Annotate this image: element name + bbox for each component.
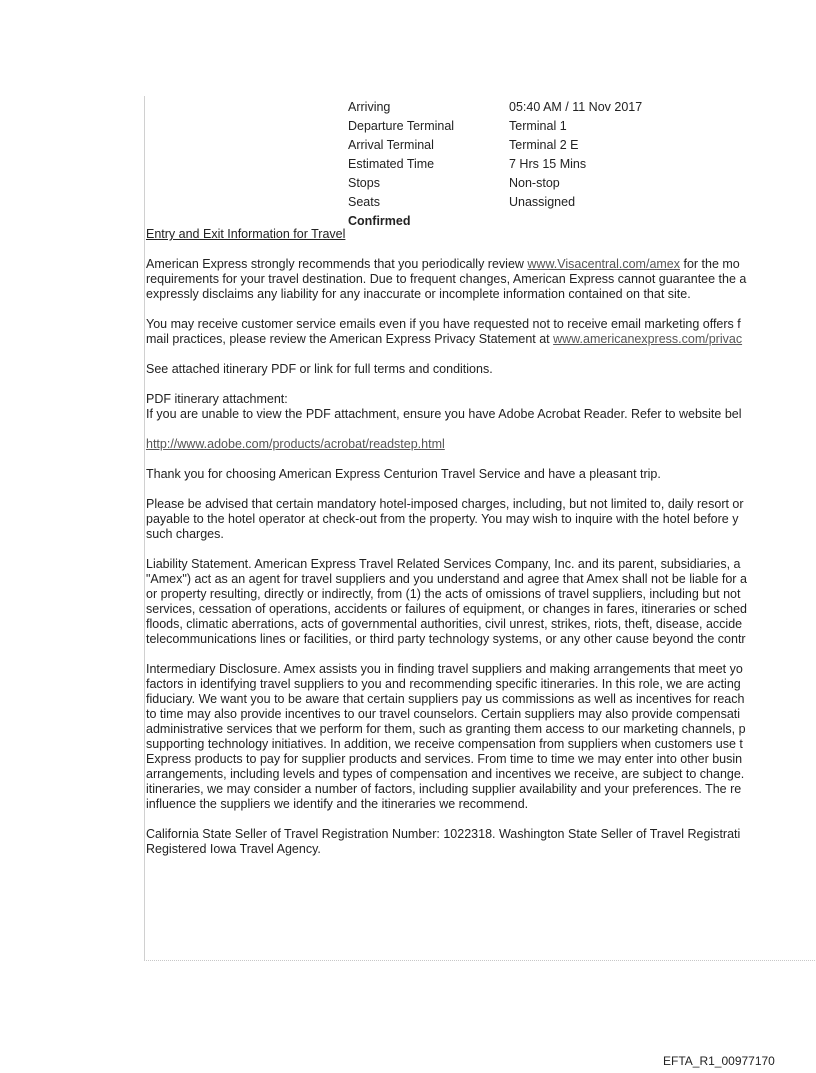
- registration-paragraph: [146, 827, 816, 857]
- flight-row-departure-terminal: [348, 119, 642, 138]
- intermediary-line: Intermediary Disclosure. Amex assists you in finding travel suppliers and making arrangements that meet yo: [146, 662, 743, 676]
- visa-notice-paragraph: [146, 257, 816, 302]
- hotel-notice-line: payable to the hotel operator at check-out from the property. You may wish to inquire with the hotel before y: [146, 512, 739, 526]
- email-notice-paragraph: [146, 317, 816, 347]
- privacy-statement-link[interactable]: www.americanexpress.com/privac: [553, 332, 743, 346]
- itinerary-text: [146, 227, 816, 872]
- flight-value: 7 Hrs 15 Mins: [509, 157, 587, 171]
- intermediary-paragraph: [146, 662, 816, 812]
- flight-label: Arrival Terminal: [348, 138, 434, 152]
- intermediary-line: administrative services that we perform for them, such as granting them access to our marketing channels, p: [146, 722, 746, 736]
- liability-line: "Amex") act as an agent for travel suppliers and you understand and agree that Amex shall not be liable for a: [146, 572, 747, 586]
- flight-row-arrival-terminal: [348, 138, 642, 157]
- email-notice-line: You may receive customer service emails even if you have requested not to receive email marketing offers f: [146, 317, 741, 331]
- thanks-paragraph: Thank you for choosing American Express Centurion Travel Service and have a pleasant trip.: [146, 467, 661, 481]
- flight-label: Stops: [348, 176, 380, 190]
- visa-notice-line: [146, 257, 816, 272]
- pdf-line: PDF itinerary attachment:: [146, 392, 288, 406]
- visa-notice-text: American Express strongly recommends that you periodically review: [146, 257, 528, 271]
- intermediary-line: arrangements, including levels and types of compensation and incentives we receive, are subject to change.: [146, 767, 745, 781]
- liability-line: telecommunications lines or facilities, or third party technology systems, or any other cause beyond the contr: [146, 632, 746, 646]
- pdf-paragraph: [146, 392, 816, 422]
- liability-line: Liability Statement. American Express Travel Related Services Company, Inc. and its parent, subsidiaries, a: [146, 557, 741, 571]
- registration-line: Registered Iowa Travel Agency.: [146, 842, 321, 856]
- terms-note: See attached itinerary PDF or link for full terms and conditions.: [146, 362, 493, 376]
- booking-status: Confirmed: [348, 214, 411, 228]
- intermediary-line: factors in identifying travel suppliers to you and recommending specific itineraries. In this role, we are acting: [146, 677, 741, 691]
- adobe-reader-link[interactable]: http://www.adobe.com/products/acrobat/readstep.html: [146, 437, 445, 451]
- liability-line: or property resulting, directly or indirectly, from (1) the acts of omissions of travel suppliers, including but not: [146, 587, 741, 601]
- visacentral-link[interactable]: www.Visacentral.com/amex: [527, 257, 681, 271]
- intermediary-line: to time may also provide incentives to our travel counselors. Certain suppliers may also provide compensati: [146, 707, 741, 721]
- flight-row-stops: [348, 176, 642, 195]
- visa-notice-text: for the mo: [680, 257, 740, 271]
- liability-line: floods, climatic aberrations, acts of governmental authorities, civil unrest, strikes, riots, theft, disease, accide: [146, 617, 743, 631]
- flight-row-estimated-time: [348, 157, 642, 176]
- visa-notice-line: expressly disclaims any liability for any inaccurate or incomplete information contained on that site.: [146, 287, 691, 301]
- flight-value: Non-stop: [509, 176, 560, 190]
- flight-row-arriving: [348, 100, 642, 119]
- hotel-notice-paragraph: [146, 497, 816, 542]
- email-notice-line: [146, 332, 816, 347]
- intermediary-line: Express products to pay for supplier products and services. From time to time we may enter into other busin: [146, 752, 743, 766]
- flight-label: Seats: [348, 195, 380, 209]
- liability-paragraph: [146, 557, 816, 647]
- hotel-notice-line: such charges.: [146, 527, 224, 541]
- liability-line: services, cessation of operations, accidents or failures of equipment, or changes in fares, itineraries or sched: [146, 602, 748, 616]
- email-notice-text: mail practices, please review the American Express Privacy Statement at: [146, 332, 554, 346]
- pdf-line: If you are unable to view the PDF attachment, ensure you have Adobe Acrobat Reader. Refer to website bel: [146, 407, 742, 421]
- registration-line: California State Seller of Travel Registration Number: 1022318. Washington State Seller of Travel Registrati: [146, 827, 741, 841]
- flight-value: Terminal 1: [509, 119, 567, 133]
- hotel-notice-line: Please be advised that certain mandatory hotel-imposed charges, including, but not limited to, daily resort or: [146, 497, 744, 511]
- document-id: EFTA_R1_00977170: [663, 1054, 775, 1068]
- flight-value: 05:40 AM / 11 Nov 2017: [509, 100, 643, 114]
- intermediary-line: fiduciary. We want you to be aware that certain suppliers pay us commissions as well as incentives for reach: [146, 692, 745, 706]
- flight-label: Arriving: [348, 100, 391, 114]
- flight-row-seats: [348, 195, 642, 214]
- intermediary-line: supporting technology initiatives. In addition, we receive compensation from suppliers when customers use t: [146, 737, 743, 751]
- flight-label: Estimated Time: [348, 157, 435, 171]
- intermediary-line: influence the suppliers we identify and the itineraries we recommend.: [146, 797, 529, 811]
- intermediary-line: itineraries, we may consider a number of factors, including supplier availability and your preferences. The re: [146, 782, 742, 796]
- entry-exit-heading: Entry and Exit Information for Travel: [146, 227, 346, 241]
- flight-label: Departure Terminal: [348, 119, 455, 133]
- adobe-link-paragraph: [146, 437, 816, 452]
- flight-details: [348, 100, 642, 233]
- visa-notice-line: requirements for your travel destination. Due to frequent changes, American Express cannot guarantee the a: [146, 272, 747, 286]
- email-body-frame: [144, 96, 816, 961]
- flight-value: Unassigned: [509, 195, 576, 209]
- flight-value: Terminal 2 E: [509, 138, 579, 152]
